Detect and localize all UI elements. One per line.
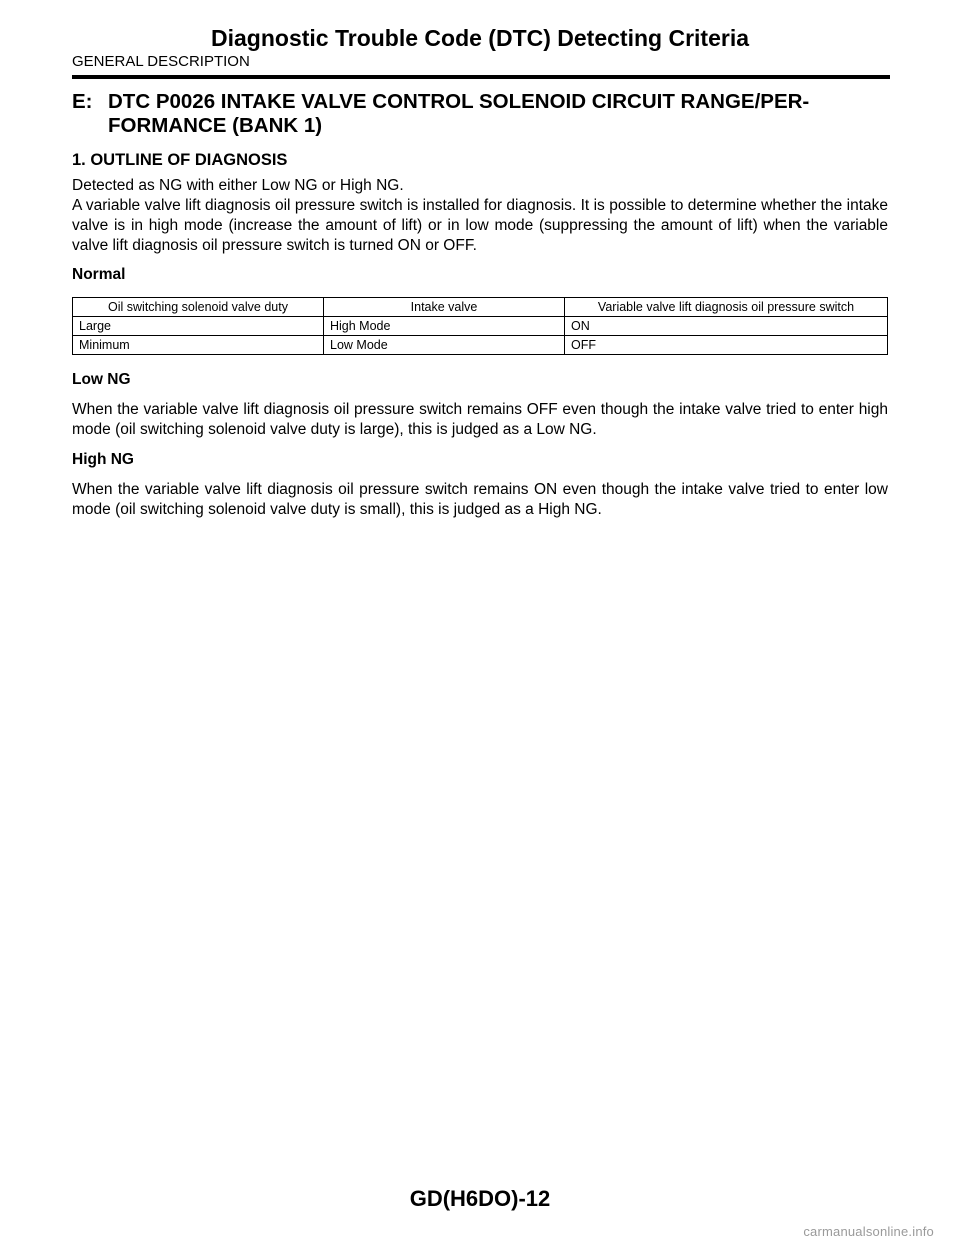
table-cell: Large: [73, 317, 324, 336]
page-number: GD(H6DO)-12: [409, 1186, 551, 1211]
outline-paragraph: A variable valve lift diagnosis oil pressure switch is installed for diagnosis. It is possible to determine whether the intake valve is in high mode (increase the amount of lift) or in low mode (suppressing the amount of lift) when the variable valve lift diagnosis oil pressure switch is turned ON or OFF.: [72, 197, 888, 254]
section-title-line2: FORMANCE (BANK 1): [108, 114, 323, 137]
normal-label: Normal: [72, 266, 126, 283]
low-ng-text: When the variable valve lift diagnosis oil pressure switch remains OFF even though the intake valve tried to enter high mode (oil switching solenoid valve duty is large), this is judged as a Low NG.: [72, 401, 888, 438]
normal-table: [72, 297, 888, 355]
table-cell: Minimum: [73, 336, 324, 355]
low-ng-label: Low NG: [72, 371, 131, 388]
table-header-cell: Variable valve lift diagnosis oil pressure switch: [565, 298, 888, 317]
table-cell: ON: [565, 317, 888, 336]
section-title-line1: DTC P0026 INTAKE VALVE CONTROL SOLENOID CIRCUIT RANGE/PER-: [108, 90, 810, 113]
high-ng-text: When the variable valve lift diagnosis oil pressure switch remains ON even though the intake valve tried to enter low mode (oil switching solenoid valve duty is small), this is judged as a High NG.: [72, 481, 888, 518]
table-cell: Low Mode: [324, 336, 565, 355]
section-heading: [72, 90, 888, 138]
header-section-label: GENERAL DESCRIPTION: [72, 53, 250, 70]
outline-line: Detected as NG with either Low NG or High NG.: [72, 177, 404, 194]
section-letter: E:: [72, 90, 93, 113]
high-ng-label: High NG: [72, 451, 134, 468]
table-cell: OFF: [565, 336, 888, 355]
watermark: carmanualsonline.info: [803, 1224, 934, 1239]
section-title: [108, 90, 809, 138]
table-row: [73, 317, 888, 336]
table-header-cell: Oil switching solenoid valve duty: [73, 298, 324, 317]
table-row: [73, 336, 888, 355]
header-divider: [72, 75, 890, 79]
page-header: [72, 24, 888, 71]
table-header-row: [73, 298, 888, 317]
outline-heading: 1. OUTLINE OF DIAGNOSIS: [72, 151, 288, 169]
document-body: [72, 90, 888, 520]
table-cell: High Mode: [324, 317, 565, 336]
page-title: Diagnostic Trouble Code (DTC) Detecting Criteria: [211, 25, 749, 51]
table-header-cell: Intake valve: [324, 298, 565, 317]
